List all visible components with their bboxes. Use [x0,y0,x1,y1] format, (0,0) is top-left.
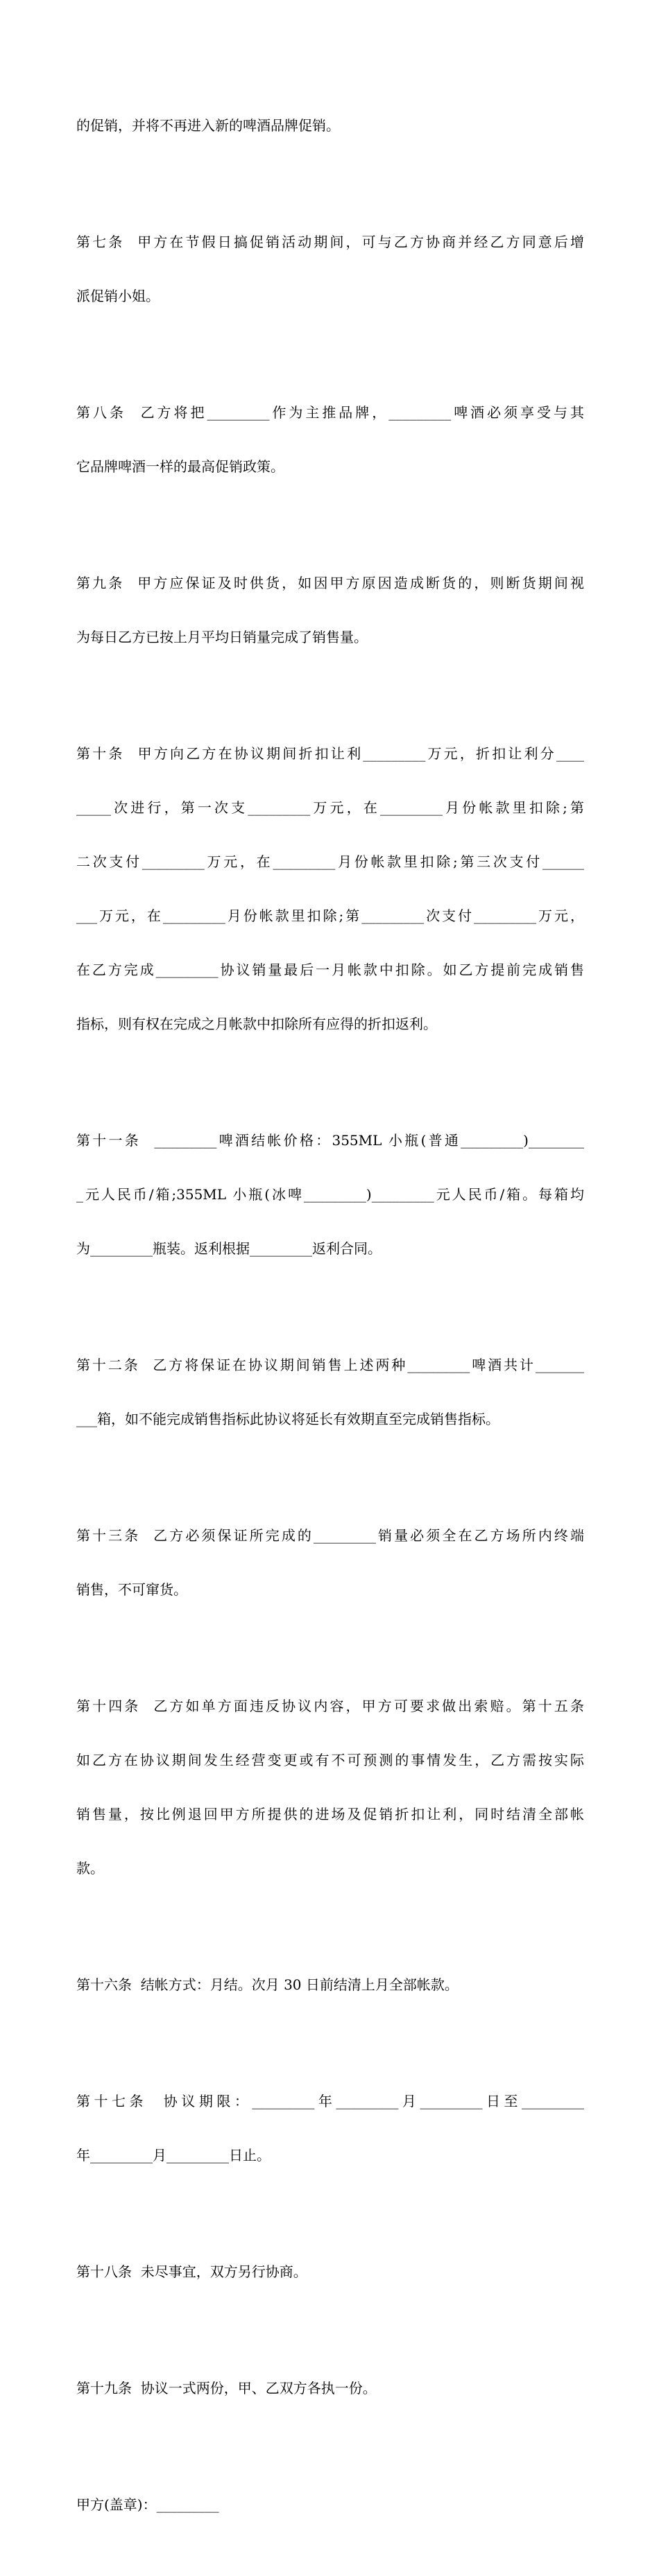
paragraph-article-11 [76,1095,584,1294]
paragraph-line: ___箱，如不能完成销售指标此协议将延长有效期直至完成销售指标。 [76,1411,499,1427]
paragraph-line: 第十二条 乙方将保证在协议期间销售上述两种_________啤酒共计_______ [76,1357,584,1373]
signature-party-a [76,2460,584,2550]
paragraph-line: 派促销小姐。 [76,288,160,304]
paragraph-line: 第十四条 乙方如单方面违反协议内容，甲方可要求做出索赔。第十五条 [76,1698,584,1714]
paragraph-line: 第十条 甲方向乙方在协议期间折扣让利_________万元，折扣让利分____ [76,745,584,762]
paragraph-line: 销售量，按比例退回甲方所提供的进场及促销折扣让利，同时结清全部帐 [76,1806,584,1822]
paragraph-line: 销售，不可窜货。 [76,1581,187,1598]
paragraph-article-7 [76,197,584,341]
paragraph-line: 甲方(盖章)：_________ [76,2496,219,2513]
paragraph-article-17 [76,2056,584,2200]
paragraph-article-13 [76,1490,584,1635]
paragraph-line: 第十一条 _________啤酒结帐价格：355ML 小瓶(普通_________)________ [76,1132,584,1149]
paragraph-line: _____次进行，第一次支_________万元，在_________月份帐款里扣除;第 [76,799,584,816]
paragraph-line: 第十七条 协议期限：_________年_________月_________日至_________ [76,2093,584,2109]
paragraph-line: 在乙方完成_________协议销量最后一月帐款中扣除。如乙方提前完成销售 [76,961,584,978]
paragraph-line: ___万元，在_________月份帐款里扣除;第_________次支付_________万元， [76,907,584,924]
paragraph-line: 为每日乙方已按上月平均日销量完成了销售量。 [76,629,368,645]
paragraph-intro-continuation [76,80,584,171]
paragraph-line: 的促销，并将不再进入新的啤酒品牌促销。 [76,117,340,134]
paragraph-line: 年_________月_________日止。 [76,2147,271,2164]
paragraph-line: 第九条 甲方应保证及时供货，如因甲方原因造成断货的，则断货期间视 [76,575,584,591]
paragraph-article-10 [76,708,584,1069]
document-page [76,80,584,2576]
paragraph-line: 它品牌啤酒一样的最高促销政策。 [76,458,284,475]
paragraph-line: 第十六条 结帐方式：月结。次月 30 日前结清上月全部帐款。 [76,1976,459,1993]
paragraph-article-19 [76,2343,584,2433]
paragraph-article-18 [76,2227,584,2317]
paragraph-article-8 [76,367,584,512]
paragraph-line: 第十三条 乙方必须保证所完成的_________销量必须全在乙方场所内终端 [76,1527,584,1544]
paragraph-line: 第八条 乙方将把_________作为主推品牌，_________啤酒必须享受与其 [76,404,584,421]
paragraph-line: _元人民币/箱;355ML 小瓶(冰啤_________)_________元人民币/箱。每箱均 [76,1186,584,1203]
paragraph-line: 如乙方在协议期间发生经营变更或有不可预测的事情发生，乙方需按实际 [76,1752,584,1768]
paragraph-line: 第七条 甲方在节假日搞促销活动期间，可与乙方协商并经乙方同意后增 [76,234,584,250]
paragraph-article-14 [76,1661,584,1913]
paragraph-line: 二次支付_________万元，在_________月份帐款里扣除;第三次支付______ [76,853,584,870]
paragraph-line: 指标，则有权在完成之月帐款中扣除所有应得的折扣返利。 [76,1016,437,1032]
paragraph-line: 第十八条 未尽事宜，双方另行协商。 [76,2263,307,2280]
paragraph-article-16 [76,1940,584,2030]
paragraph-article-9 [76,538,584,682]
paragraph-line: 为_________瓶装。返利根据_________返利合同。 [76,1240,382,1257]
paragraph-line: 第十九条 协议一式两份，甲、乙双方各执一份。 [76,2380,377,2396]
paragraph-line: 款。 [76,1860,104,1877]
paragraph-article-12 [76,1320,584,1464]
